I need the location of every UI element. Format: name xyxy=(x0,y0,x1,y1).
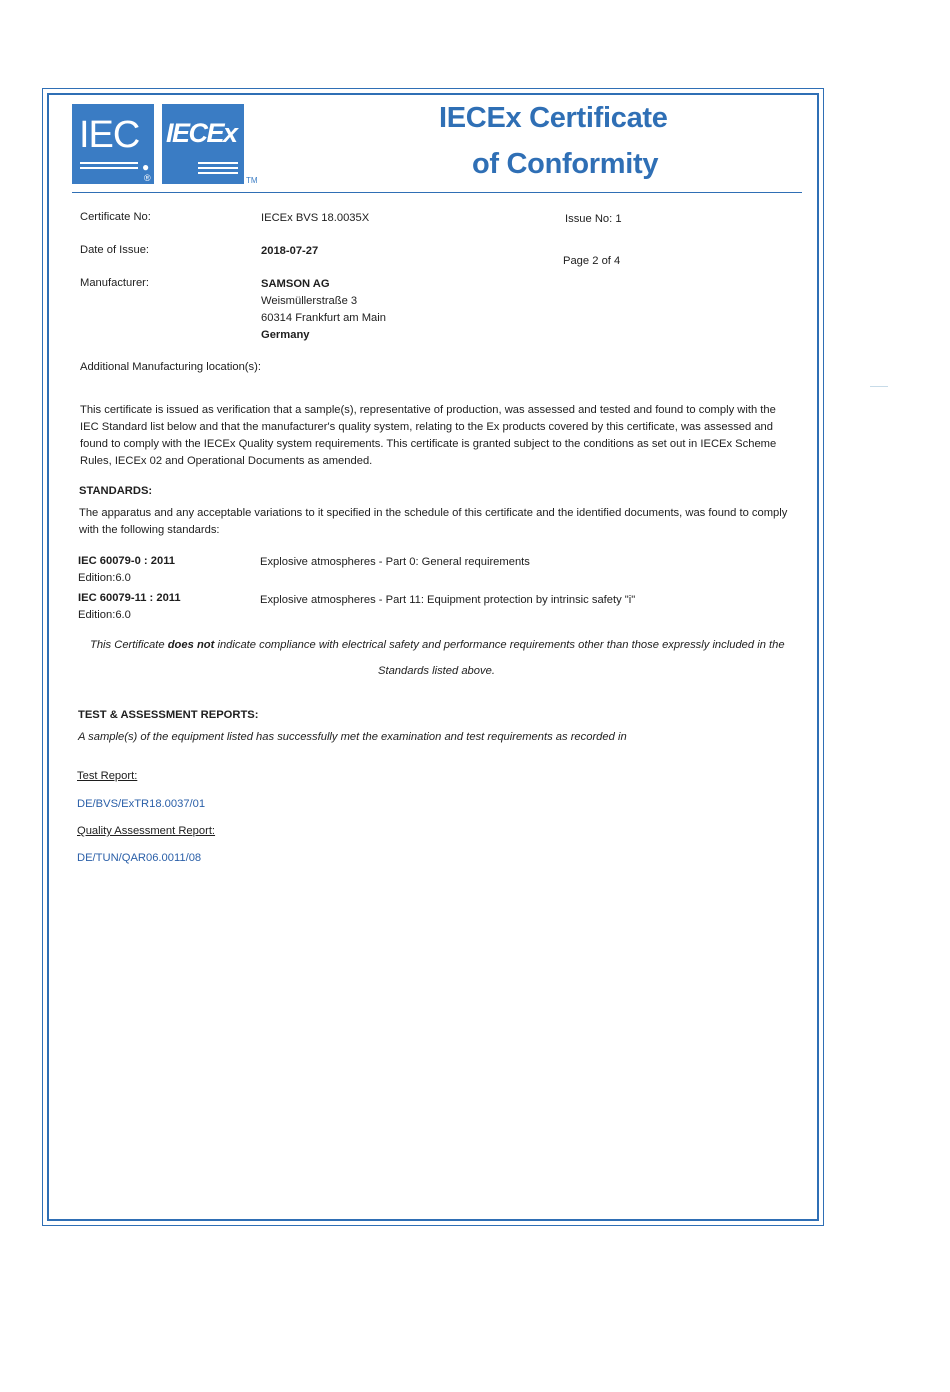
manufacturer-city: 60314 Frankfurt am Main xyxy=(261,312,386,324)
iecex-logo xyxy=(162,104,244,184)
reports-heading: TEST & ASSESSMENT REPORTS: xyxy=(78,709,259,721)
intro-line: Rules, IECEx 02 and Operational Documents as amended. xyxy=(80,455,373,467)
intro-line: IEC Standard list below and that the manufacturer's quality system, relating to the Ex products covered by this certificate, was assessed and xyxy=(80,421,774,433)
manufacturer-country: Germany xyxy=(261,329,310,341)
intro-line: found to comply with the IECEx Quality system requirements. This certificate is granted subject to the conditions as set out in IECEx Scheme xyxy=(80,438,777,450)
page-number: Page 2 of 4 xyxy=(563,255,621,267)
header-divider xyxy=(72,192,802,193)
standard-description: Explosive atmospheres - Part 11: Equipment protection by intrinsic safety "i" xyxy=(260,594,636,606)
certificate-title-line2: of Conformity xyxy=(472,148,659,180)
certificate-title-line1: IECEx Certificate xyxy=(439,102,668,134)
standards-disclaimer xyxy=(90,638,785,652)
standards-heading: STANDARDS: xyxy=(79,485,153,497)
iec-logo: IEC ● ® xyxy=(72,104,154,184)
intro-paragraph xyxy=(80,402,776,470)
standards-intro-line: The apparatus and any acceptable variations to it specified in the schedule of this certificate and the identified documents, was found to comply xyxy=(79,507,788,519)
test-report-link[interactable]: DE/BVS/ExTR18.0037/01 xyxy=(77,798,206,810)
intro-line: This certificate is issued as verification that a sample(s), representative of production, was assessed and tested and found to comply with the xyxy=(80,404,776,416)
standard-code: IEC 60079-11 : 2011 xyxy=(78,592,181,604)
trademark-mark: TM xyxy=(246,176,258,185)
date-of-issue-value: 2018-07-27 xyxy=(261,245,319,257)
standards-disclaimer-line2: Standards listed above. xyxy=(378,665,495,677)
scan-margin-mark xyxy=(870,386,888,387)
iec-logo-text: IEC xyxy=(79,114,140,156)
date-of-issue-label: Date of Issue: xyxy=(80,244,150,256)
quality-assessment-report-link[interactable]: DE/TUN/QAR06.0011/08 xyxy=(77,852,202,864)
standards-intro xyxy=(79,505,787,539)
standard-code: IEC 60079-0 : 2011 xyxy=(78,555,176,567)
standard-edition: Edition:6.0 xyxy=(78,609,131,621)
certificate-no-value: IECEx BVS 18.0035X xyxy=(261,212,370,224)
reports-intro: A sample(s) of the equipment listed has successfully met the examination and test requirements as recorded in xyxy=(78,731,627,743)
standards-intro-line: with the following standards: xyxy=(79,524,220,536)
manufacturer-name: SAMSON AG xyxy=(261,278,330,290)
standard-edition: Edition:6.0 xyxy=(78,572,131,584)
standard-description: Explosive atmospheres - Part 0: General requirements xyxy=(260,556,530,568)
certificate-no-label: Certificate No: xyxy=(80,211,151,223)
disclaimer-pre: This Certificate xyxy=(90,639,168,651)
manufacturer-label: Manufacturer: xyxy=(80,277,150,289)
test-report-label: Test Report: xyxy=(77,770,138,782)
disclaimer-post: indicate compliance with electrical safety and performance requirements other than those expressly included in the xyxy=(214,639,785,651)
manufacturer-street: Weismüllerstraße 3 xyxy=(261,295,358,307)
disclaimer-bold: does not xyxy=(167,639,215,651)
quality-assessment-report-label: Quality Assessment Report: xyxy=(77,825,216,837)
additional-locations-label: Additional Manufacturing location(s): xyxy=(80,361,261,373)
iecex-logo-text: IECEx xyxy=(166,118,237,148)
issue-no: Issue No: 1 xyxy=(565,213,622,225)
certificate-frame-inner xyxy=(47,93,819,1221)
